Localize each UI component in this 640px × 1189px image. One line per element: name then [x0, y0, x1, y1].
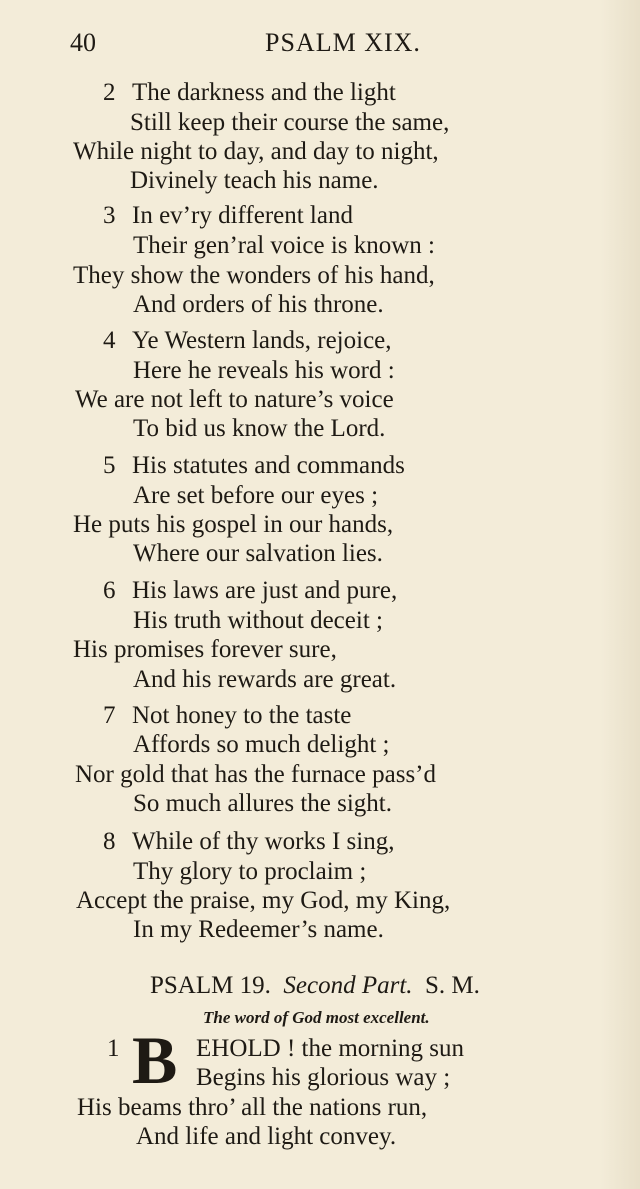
verse-line: Begins his glorious way ;	[196, 1064, 451, 1091]
verse-line: Where our salvation lies.	[133, 540, 383, 567]
verse-line: While night to day, and day to night,	[73, 138, 439, 165]
verse-line: Their gen’ral voice is known :	[133, 232, 435, 259]
verse-line: His promises forever sure,	[73, 636, 337, 663]
verse-line: Here he reveals his word :	[133, 357, 395, 384]
verse-line: We are not left to nature’s voice	[75, 386, 394, 413]
verse-line: EHOLD ! the morning sun	[196, 1035, 465, 1062]
stanza-number: 4	[103, 327, 116, 354]
verse-line: Ye Western lands, rejoice,	[132, 327, 392, 354]
verse-line: And orders of his throne.	[133, 291, 384, 318]
verse-line: To bid us know the Lord.	[133, 415, 386, 442]
section-heading	[150, 972, 480, 1000]
running-title: PSALM XIX.	[265, 28, 421, 57]
verse-line: In my Redeemer’s name.	[133, 916, 384, 943]
verse-line: While of thy works I sing,	[132, 828, 395, 855]
drop-cap: B	[132, 1022, 178, 1098]
meter-label: S. M.	[425, 972, 480, 999]
verse-line: So much allures the sight.	[133, 790, 392, 817]
stanza-number: 2	[103, 79, 116, 106]
verse-line: And life and light convey.	[136, 1123, 397, 1150]
stanza-number: 5	[103, 452, 116, 479]
page-edge-shadow	[600, 0, 640, 1189]
stanza-number: 3	[103, 202, 116, 229]
stanza-number: 6	[103, 577, 116, 604]
verse-line: His statutes and commands	[132, 452, 405, 479]
verse-line: His laws are just and pure,	[132, 577, 398, 604]
verse-line: His truth without deceit ;	[133, 607, 383, 634]
verse-line: In ev’ry different land	[132, 202, 353, 229]
verse-line: And his rewards are great.	[133, 666, 397, 693]
verse-line: Not honey to the taste	[132, 702, 352, 729]
verse-line: Still keep their course the same,	[130, 109, 450, 136]
stanza-number: 7	[103, 702, 116, 729]
verse-line: The darkness and the light	[132, 79, 396, 106]
verse-line: They show the wonders of his hand,	[73, 262, 435, 289]
verse-line: His beams thro’ all the nations run,	[77, 1094, 428, 1121]
verse-line: Nor gold that has the furnace pass’d	[75, 761, 436, 788]
page-number: 40	[70, 28, 96, 57]
verse-line: Divinely teach his name.	[130, 167, 379, 194]
verse-line: Thy glory to proclaim ;	[133, 858, 367, 885]
psalm-number: PSALM 19.	[150, 972, 271, 999]
section-subtitle: The word of God most excellent.	[203, 1008, 430, 1027]
stanza-number: 1	[107, 1035, 120, 1062]
stanza-number: 8	[103, 828, 116, 855]
verse-line: He puts his gospel in our hands,	[73, 511, 394, 538]
verse-line: Accept the praise, my God, my King,	[76, 887, 451, 914]
verse-line: Affords so much delight ;	[133, 731, 390, 758]
verse-line: Are set before our eyes ;	[133, 482, 379, 509]
part-label: Second Part.	[283, 972, 413, 999]
